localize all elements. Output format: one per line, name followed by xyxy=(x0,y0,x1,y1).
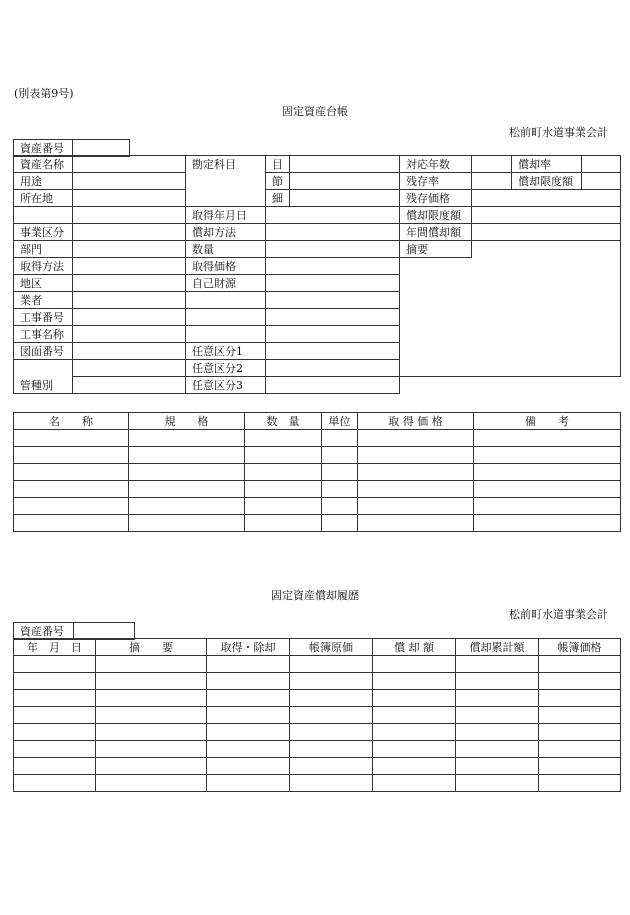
table-cell[interactable] xyxy=(373,656,456,673)
table-cell[interactable] xyxy=(474,447,621,464)
construction-number-label: 工事番号 xyxy=(14,309,73,326)
table-cell[interactable] xyxy=(456,656,539,673)
table-cell[interactable] xyxy=(14,775,96,792)
account-label: 勘定科目 xyxy=(186,156,266,173)
history-title: 固定資産償却履歴 xyxy=(271,589,359,602)
contractor-field[interactable] xyxy=(73,292,186,309)
asset-number-label: 資産番号 xyxy=(14,140,73,157)
table-cell[interactable] xyxy=(245,447,322,464)
table-cell[interactable] xyxy=(14,656,96,673)
table-cell[interactable] xyxy=(14,758,96,775)
acquired-date-field[interactable] xyxy=(266,207,400,224)
table-row xyxy=(14,673,621,690)
history-header-acquire-dispose: 取得・除却 xyxy=(207,639,290,656)
detail-table-body xyxy=(14,430,621,532)
depreciation-method-field[interactable] xyxy=(266,224,400,241)
table-cell[interactable] xyxy=(245,430,322,447)
detail-table xyxy=(13,412,621,532)
table-cell[interactable] xyxy=(14,707,96,724)
contractor-label: 業者 xyxy=(14,292,73,309)
detail-header-unit: 単位 xyxy=(322,413,358,430)
organization-name: 松前町水道事業会計 xyxy=(509,126,608,139)
table-cell[interactable] xyxy=(322,481,358,498)
table-cell[interactable] xyxy=(290,673,373,690)
table-cell[interactable] xyxy=(290,775,373,792)
remarks-area-end xyxy=(400,377,621,394)
asset-number-field[interactable] xyxy=(73,140,130,157)
quantity-label: 数量 xyxy=(186,241,266,258)
table-cell[interactable] xyxy=(129,515,245,532)
table-cell[interactable] xyxy=(373,690,456,707)
history-header-accumulated: 償却累計額 xyxy=(456,639,539,656)
asset-name-field[interactable] xyxy=(73,156,186,173)
account-cell-blank xyxy=(186,173,266,190)
table-row xyxy=(14,724,621,741)
table-cell[interactable] xyxy=(456,741,539,758)
residual-rate-field[interactable] xyxy=(472,173,512,190)
district-field[interactable] xyxy=(73,275,186,292)
table-cell[interactable] xyxy=(129,481,245,498)
depreciation-limit-label: 償却限度額 xyxy=(400,207,472,224)
account-sub-field-2[interactable] xyxy=(290,173,400,190)
form-note: (別表第9号) xyxy=(14,87,74,100)
table-row xyxy=(14,656,621,673)
acquisition-method-field[interactable] xyxy=(73,258,186,275)
table-cell[interactable] xyxy=(474,481,621,498)
table-cell[interactable] xyxy=(14,741,96,758)
optional-category-2-label: 任意区分2 xyxy=(186,360,266,377)
usage-field[interactable] xyxy=(73,173,186,190)
table-cell[interactable] xyxy=(456,724,539,741)
drawing-number-label: 図面番号 xyxy=(14,343,73,360)
department-field[interactable] xyxy=(73,241,186,258)
depreciation-method-label: 償却方法 xyxy=(186,224,266,241)
table-cell[interactable] xyxy=(373,741,456,758)
location-field[interactable] xyxy=(73,190,186,207)
table-cell[interactable] xyxy=(474,464,621,481)
table-cell[interactable] xyxy=(456,775,539,792)
history-asset-number-field[interactable] xyxy=(74,623,135,640)
remarks-field[interactable] xyxy=(472,241,621,258)
depreciation-limit-amount-label: 償却限度額 xyxy=(512,173,582,190)
table-cell[interactable] xyxy=(539,673,621,690)
pipe-type-label: 管種別 xyxy=(14,360,73,394)
table-cell[interactable] xyxy=(96,673,207,690)
remarks-label: 摘要 xyxy=(400,241,472,258)
construction-name-label: 工事名称 xyxy=(14,326,73,343)
blank-label xyxy=(14,207,73,224)
table-cell[interactable] xyxy=(245,464,322,481)
table-cell[interactable] xyxy=(539,741,621,758)
table-cell[interactable] xyxy=(14,690,96,707)
location-label: 所在地 xyxy=(14,190,73,207)
table-cell[interactable] xyxy=(207,775,290,792)
optional-category-3-field[interactable] xyxy=(266,377,400,394)
table-cell[interactable] xyxy=(245,498,322,515)
history-asset-number-label: 資産番号 xyxy=(14,623,74,640)
history-table-body xyxy=(14,656,621,792)
table-cell[interactable] xyxy=(245,515,322,532)
table-cell[interactable] xyxy=(14,724,96,741)
table-cell[interactable] xyxy=(245,481,322,498)
table-cell[interactable] xyxy=(358,430,474,447)
ledger-title: 固定資産台帳 xyxy=(282,105,348,118)
mid-blank-field[interactable] xyxy=(266,292,400,309)
drawing-number-field[interactable] xyxy=(73,343,186,360)
history-header-date: 年 月 日 xyxy=(14,639,96,656)
detail-header-spec: 規 格 xyxy=(129,413,245,430)
table-row xyxy=(14,481,621,498)
blank-field[interactable] xyxy=(73,207,186,224)
useful-life-label: 対応年数 xyxy=(400,156,472,173)
acquired-price-label: 取得価格 xyxy=(186,258,266,275)
table-cell[interactable] xyxy=(96,724,207,741)
account-cell-blank xyxy=(186,190,266,207)
table-cell[interactable] xyxy=(539,724,621,741)
depreciation-rate-label: 償却率 xyxy=(512,156,582,173)
table-cell[interactable] xyxy=(358,515,474,532)
table-cell[interactable] xyxy=(322,498,358,515)
table-cell[interactable] xyxy=(373,673,456,690)
table-row xyxy=(14,758,621,775)
table-cell[interactable] xyxy=(474,430,621,447)
depreciation-rate-field[interactable] xyxy=(582,156,621,173)
table-row xyxy=(14,430,621,447)
table-cell[interactable] xyxy=(474,498,621,515)
table-cell[interactable] xyxy=(129,447,245,464)
usage-label: 用途 xyxy=(14,173,73,190)
mid-blank-label xyxy=(186,309,266,326)
account-sub-field-1[interactable] xyxy=(290,156,400,173)
table-cell[interactable] xyxy=(207,724,290,741)
annual-depreciation-field[interactable] xyxy=(472,224,621,241)
table-cell[interactable] xyxy=(322,464,358,481)
table-row xyxy=(14,464,621,481)
annual-depreciation-label: 年間償却額 xyxy=(400,224,472,241)
detail-header-price: 取 得 価 格 xyxy=(358,413,474,430)
table-cell[interactable] xyxy=(96,758,207,775)
table-cell[interactable] xyxy=(322,430,358,447)
table-cell[interactable] xyxy=(539,690,621,707)
table-cell[interactable] xyxy=(290,741,373,758)
construction-name-field[interactable] xyxy=(73,326,186,343)
table-row xyxy=(14,447,621,464)
optional-category-3-label: 任意区分3 xyxy=(186,377,266,394)
table-row xyxy=(14,498,621,515)
table-cell[interactable] xyxy=(129,464,245,481)
acquired-price-field[interactable] xyxy=(266,258,400,275)
own-funds-label: 自己財源 xyxy=(186,275,266,292)
history-header-book-cost: 帳簿原価 xyxy=(290,639,373,656)
optional-category-1-field[interactable] xyxy=(266,343,400,360)
mid-blank-label xyxy=(186,326,266,343)
table-cell[interactable] xyxy=(14,447,129,464)
history-header-summary: 摘 要 xyxy=(96,639,207,656)
detail-header-quantity: 数 量 xyxy=(245,413,322,430)
table-cell[interactable] xyxy=(322,515,358,532)
useful-life-field[interactable] xyxy=(472,156,512,173)
table-cell[interactable] xyxy=(207,741,290,758)
mid-blank-label xyxy=(186,292,266,309)
construction-number-field[interactable] xyxy=(73,309,186,326)
detail-header-name: 名 称 xyxy=(14,413,129,430)
acquisition-method-label: 取得方法 xyxy=(14,258,73,275)
account-sub-label-2: 節 xyxy=(266,173,290,190)
account-sub-label-1: 目 xyxy=(266,156,290,173)
own-funds-field[interactable] xyxy=(266,275,400,292)
table-row xyxy=(14,515,621,532)
remarks-area[interactable] xyxy=(400,258,621,377)
department-label: 部門 xyxy=(14,241,73,258)
table-cell[interactable] xyxy=(290,758,373,775)
history-header-depreciation: 償 却 額 xyxy=(373,639,456,656)
table-cell[interactable] xyxy=(14,673,96,690)
optional-category-2-field[interactable] xyxy=(266,360,400,377)
table-cell[interactable] xyxy=(456,707,539,724)
table-cell[interactable] xyxy=(129,430,245,447)
table-cell[interactable] xyxy=(14,515,129,532)
business-category-label: 事業区分 xyxy=(14,224,73,241)
depreciation-limit-amount-field[interactable] xyxy=(582,173,621,190)
table-cell[interactable] xyxy=(207,673,290,690)
history-table xyxy=(13,638,621,792)
table-cell[interactable] xyxy=(14,498,129,515)
table-cell[interactable] xyxy=(539,656,621,673)
table-cell[interactable] xyxy=(358,464,474,481)
table-cell[interactable] xyxy=(290,724,373,741)
table-cell[interactable] xyxy=(96,656,207,673)
history-header-book-value: 帳簿価格 xyxy=(539,639,621,656)
pipe-type-field-1[interactable] xyxy=(73,360,186,377)
table-row xyxy=(14,690,621,707)
depreciation-limit-field[interactable] xyxy=(472,207,621,224)
table-cell[interactable] xyxy=(207,690,290,707)
table-cell[interactable] xyxy=(290,707,373,724)
table-cell[interactable] xyxy=(373,724,456,741)
table-cell[interactable] xyxy=(207,707,290,724)
table-cell[interactable] xyxy=(96,690,207,707)
table-cell[interactable] xyxy=(290,690,373,707)
table-cell[interactable] xyxy=(207,758,290,775)
table-cell[interactable] xyxy=(539,758,621,775)
table-cell[interactable] xyxy=(290,656,373,673)
table-cell[interactable] xyxy=(96,775,207,792)
residual-value-label: 残存価格 xyxy=(400,190,472,207)
mid-blank-field[interactable] xyxy=(266,326,400,343)
residual-value-field[interactable] xyxy=(472,190,621,207)
account-sub-field-3[interactable] xyxy=(290,190,400,207)
table-cell[interactable] xyxy=(539,775,621,792)
detail-header-notes: 備 考 xyxy=(474,413,621,430)
optional-category-1-label: 任意区分1 xyxy=(186,343,266,360)
business-category-field[interactable] xyxy=(73,224,186,241)
asset-name-label: 資産名称 xyxy=(14,156,73,173)
table-cell[interactable] xyxy=(14,481,129,498)
table-cell[interactable] xyxy=(14,430,129,447)
table-row xyxy=(14,741,621,758)
table-cell[interactable] xyxy=(373,775,456,792)
table-cell[interactable] xyxy=(207,656,290,673)
table-cell[interactable] xyxy=(373,758,456,775)
table-cell[interactable] xyxy=(322,447,358,464)
table-cell[interactable] xyxy=(373,707,456,724)
table-cell[interactable] xyxy=(96,741,207,758)
table-cell[interactable] xyxy=(129,498,245,515)
quantity-field[interactable] xyxy=(266,241,400,258)
table-cell[interactable] xyxy=(358,481,474,498)
table-cell[interactable] xyxy=(358,447,474,464)
table-cell[interactable] xyxy=(539,707,621,724)
table-row xyxy=(14,775,621,792)
table-cell[interactable] xyxy=(456,673,539,690)
table-cell[interactable] xyxy=(456,690,539,707)
residual-rate-label: 残存率 xyxy=(400,173,472,190)
table-cell[interactable] xyxy=(474,515,621,532)
district-label: 地区 xyxy=(14,275,73,292)
asset-ledger-grid xyxy=(13,155,621,394)
table-cell[interactable] xyxy=(456,758,539,775)
mid-blank-field[interactable] xyxy=(266,309,400,326)
account-sub-label-3: 細 xyxy=(266,190,290,207)
acquired-date-label: 取得年月日 xyxy=(186,207,266,224)
table-cell[interactable] xyxy=(14,464,129,481)
table-cell[interactable] xyxy=(96,707,207,724)
table-row xyxy=(14,707,621,724)
history-organization-name: 松前町水道事業会計 xyxy=(509,608,608,621)
pipe-type-field-2[interactable] xyxy=(73,377,186,394)
table-cell[interactable] xyxy=(358,498,474,515)
